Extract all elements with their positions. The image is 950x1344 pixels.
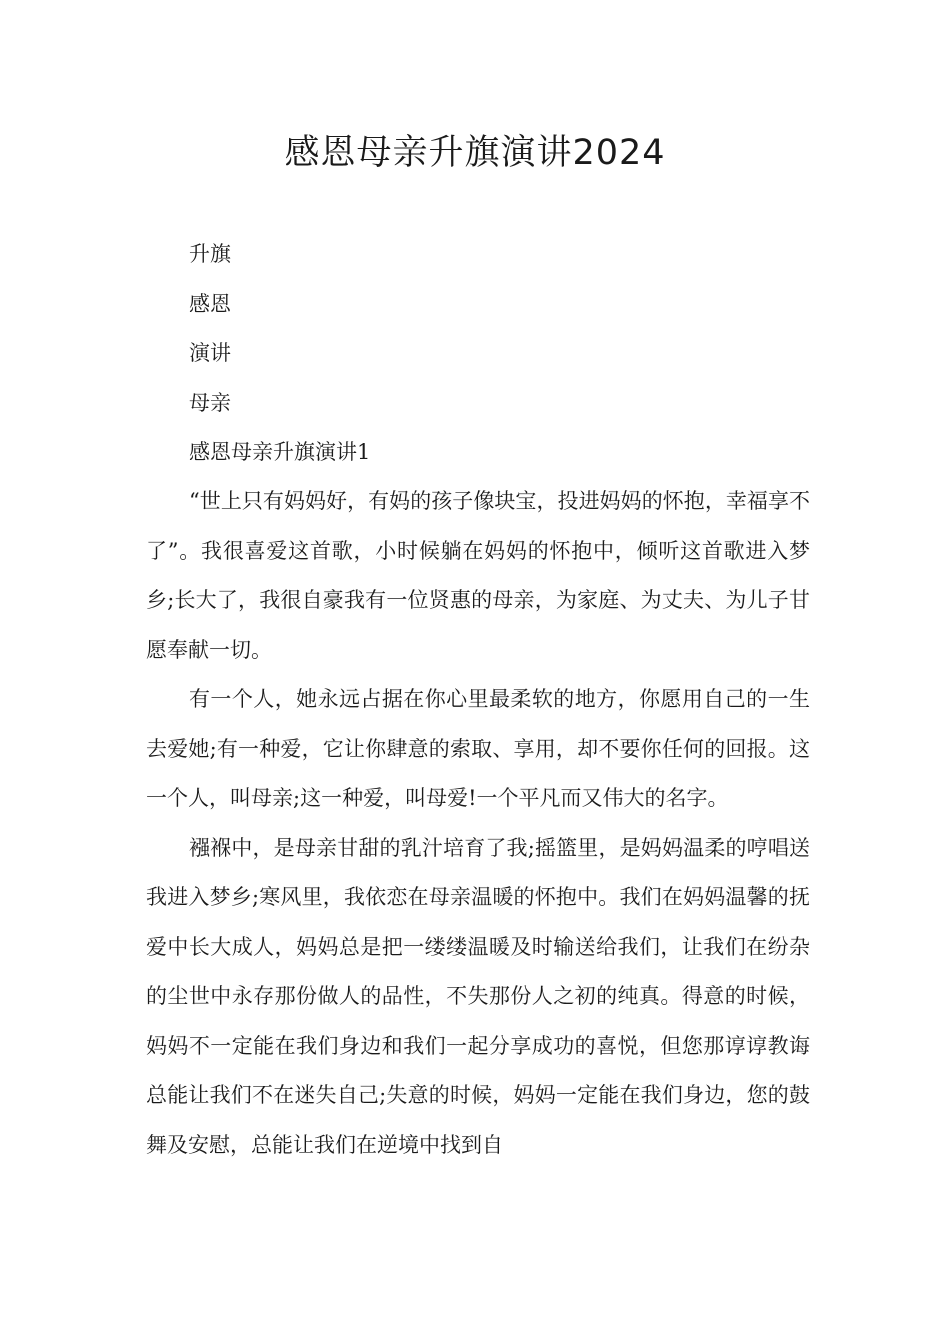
paragraph: “世上只有妈妈好，有妈的孩子像块宝，投进妈妈的怀抱，幸福享不了”。我很喜爱这首歌，小时候躺在妈妈的怀抱中，倾听这首歌进入梦乡;长大了，我很自豪我有一位贤惠的母亲，为家庭、为丈夫、为儿子甘愿奉献一切。 <box>146 489 810 662</box>
paragraph: 襁褓中，是母亲甘甜的乳汁培育了我;摇篮里，是妈妈温柔的哼唱送我进入梦乡;寒风里，我依恋在母亲温暖的怀抱中。我们在妈妈温馨的抚爱中长大成人，妈妈总是把一缕缕温暖及时输送给我们，让我们在纷杂的尘世中永存那份做人的品性，不失那份人之初的纯真。得意的时候，妈妈不一定能在我们身边和我们一起分享成功的喜悦，但您那谆谆教诲总能让我们不在迷失自己;失意的时候，妈妈一定能在我们身边，您的鼓舞及安慰，总能让我们在逆境中找到自 <box>146 835 810 1157</box>
document-title: 感恩母亲升旗演讲2024 <box>284 133 666 173</box>
keyword-item: 感恩 <box>189 291 231 316</box>
paragraph: 有一个人，她永远占据在你心里最柔软的地方，你愿用自己的一生去爱她;有一种爱，它让你肆意的索取、享用，却不要你任何的回报。这一个人，叫母亲;这一种爱，叫母爱!一个平凡而又伟大的名字。 <box>146 687 810 810</box>
section-heading: 感恩母亲升旗演讲1 <box>189 440 371 464</box>
keyword-list <box>189 230 370 478</box>
keyword-item: 演讲 <box>189 341 231 365</box>
body-text <box>146 477 810 1170</box>
keyword-item: 母亲 <box>189 390 231 415</box>
keyword-item: 升旗 <box>189 242 231 266</box>
